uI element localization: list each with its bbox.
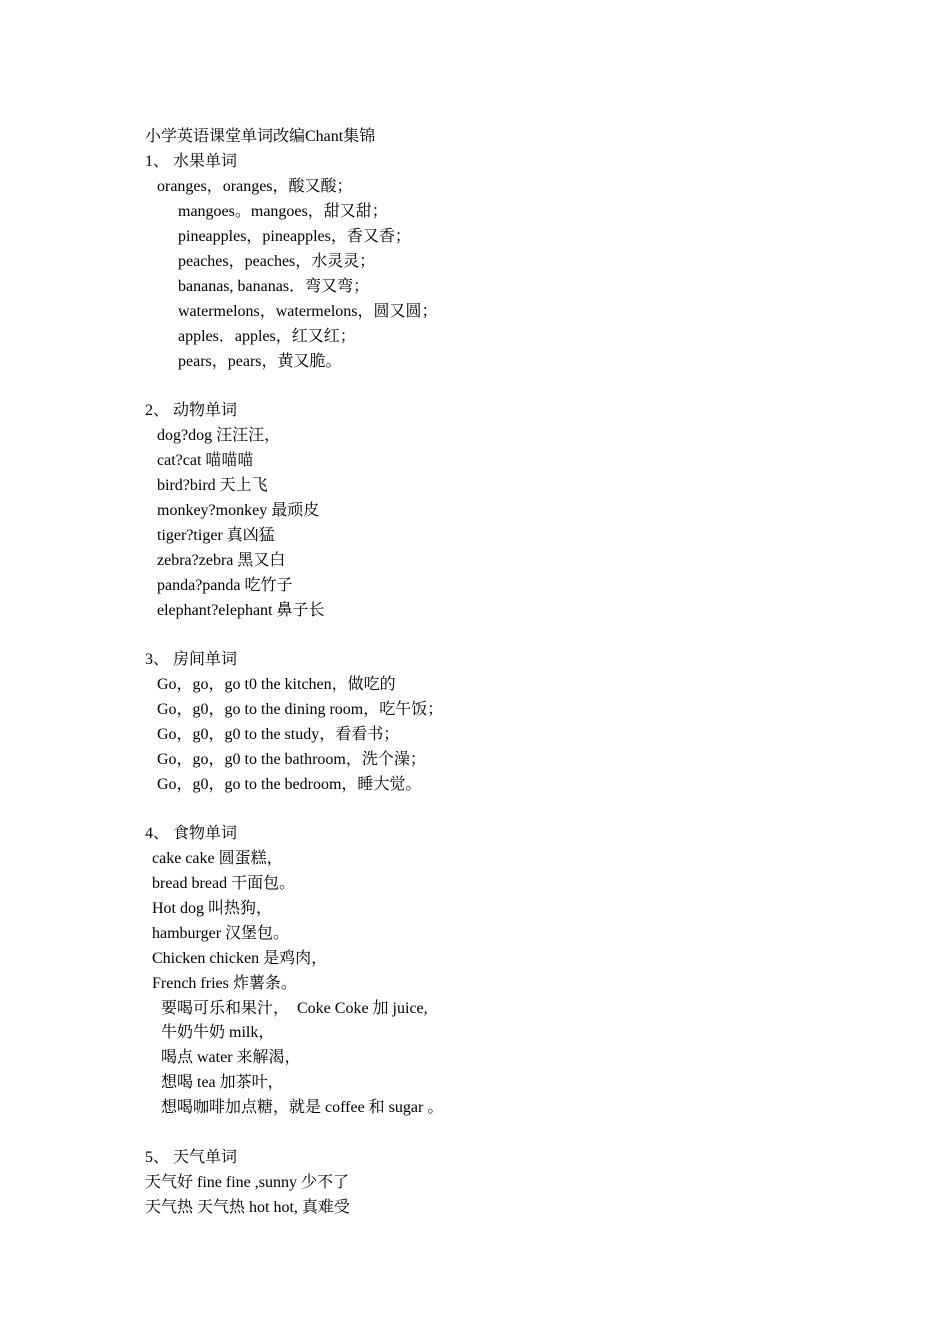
fruit-line-8: pears，pears，黄又脆。 — [178, 353, 342, 370]
room-line-2: Go，g0，go to the dining room，吃午饭； — [157, 701, 444, 718]
food-line-9: 喝点 water 来解渴， — [161, 1049, 301, 1066]
section-heading-food: 4、 食物单词 — [145, 825, 238, 842]
food-line-4: hamburger 汉堡包。 — [152, 925, 290, 942]
room-line-4: Go，go，g0 to the bathroom，洗个澡； — [157, 751, 426, 768]
fruit-line-1: oranges，oranges，酸又酸； — [157, 178, 353, 195]
animal-line-3: bird?bird 天上飞 — [157, 477, 268, 494]
fruit-line-6: watermelons，watermelons，圆又圆； — [178, 303, 438, 320]
food-line-5: Chicken chicken 是鸡肉， — [152, 950, 328, 967]
food-line-1: cake cake 圆蛋糕， — [152, 850, 283, 867]
animal-line-7: panda?panda 吃竹子 — [157, 577, 293, 594]
food-line-2: bread bread 干面包。 — [152, 875, 296, 892]
section-heading-fruits: 1、 水果单词 — [145, 153, 238, 170]
section-heading-animals: 2、 动物单词 — [145, 402, 238, 419]
animal-line-2: cat?cat 喵喵喵 — [157, 452, 254, 469]
food-line-6: French fries 炸薯条。 — [152, 975, 297, 992]
animal-line-4: monkey?monkey 最顽皮 — [157, 502, 320, 519]
food-line-10: 想喝 tea 加茶叶， — [161, 1074, 284, 1091]
food-line-8: 牛奶牛奶 milk， — [161, 1024, 275, 1041]
fruit-line-7: apples．apples，红又红； — [178, 328, 356, 345]
animal-line-1: dog?dog 汪汪汪， — [157, 427, 281, 444]
fruit-line-5: bananas, bananas．弯又弯； — [178, 278, 370, 295]
animal-line-8: elephant?elephant 鼻子长 — [157, 602, 325, 619]
room-line-3: Go，g0，g0 to the study，看看书； — [157, 726, 400, 743]
document-title: 小学英语课堂单词改编Chant集锦 — [145, 128, 376, 145]
section-heading-weather: 5、 天气单词 — [145, 1149, 238, 1166]
room-line-1: Go，go，go t0 the kitchen，做吃的 — [157, 676, 396, 693]
fruit-line-2: mangoes。mangoes，甜又甜； — [178, 203, 388, 220]
food-line-7: 要喝可乐和果汁， Coke Coke 加 juice, — [161, 1000, 428, 1017]
section-heading-rooms: 3、 房间单词 — [145, 651, 238, 668]
animal-line-6: zebra?zebra 黑又白 — [157, 552, 286, 569]
fruit-line-3: pineapples，pineapples，香又香； — [178, 228, 411, 245]
weather-line-2: 天气热 天气热 hot hot, 真难受 — [145, 1199, 350, 1216]
room-line-5: Go，g0，go to the bedroom，睡大觉。 — [157, 776, 422, 793]
food-line-3: Hot dog 叫热狗， — [152, 900, 273, 917]
animal-line-5: tiger?tiger 真凶猛 — [157, 527, 275, 544]
weather-line-1: 天气好 fine fine ,sunny 少不了 — [145, 1174, 349, 1191]
food-line-11: 想喝咖啡加点糖，就是 coffee 和 sugar 。 — [161, 1099, 444, 1116]
fruit-line-4: peaches，peaches，水灵灵； — [178, 253, 376, 270]
